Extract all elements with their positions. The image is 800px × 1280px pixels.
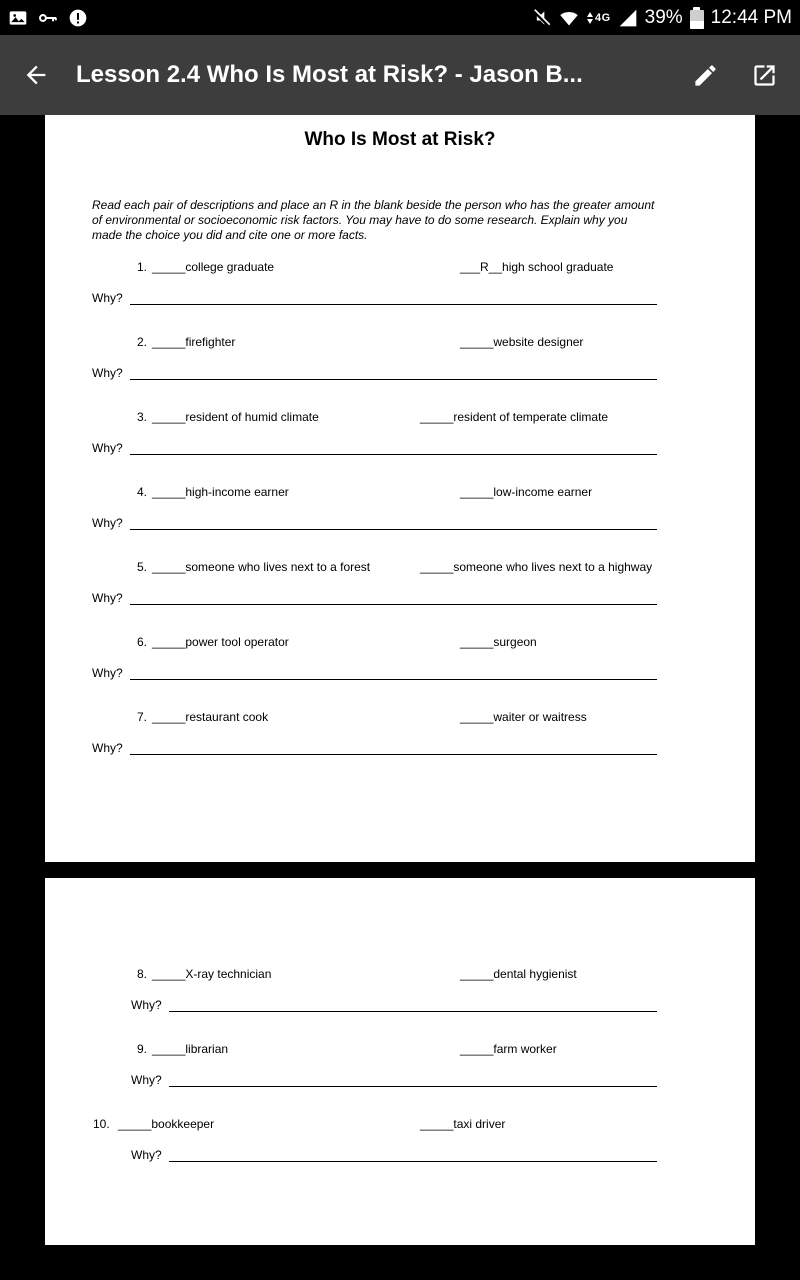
answer-line bbox=[130, 529, 657, 530]
why-label: Why? bbox=[92, 441, 123, 455]
edit-pencil-icon bbox=[692, 62, 719, 89]
question-list-page-2 bbox=[45, 967, 755, 1163]
worksheet-instructions: Read each pair of descriptions and place an R in the blank beside the person who has the greater amount of environmental or socioeconomic risk factors. You may have to do some research. Explain why you made the choice you did and cite one or more facts. bbox=[92, 198, 655, 242]
edit-button[interactable] bbox=[692, 62, 719, 89]
why-row bbox=[45, 998, 755, 1013]
option-right: ___R__high school graduate bbox=[460, 260, 614, 274]
why-label: Why? bbox=[92, 666, 123, 680]
question-block bbox=[45, 335, 755, 381]
why-row bbox=[45, 1148, 755, 1163]
why-label: Why? bbox=[131, 1148, 162, 1162]
back-arrow-icon bbox=[22, 61, 50, 89]
question-row bbox=[45, 560, 755, 575]
question-block bbox=[45, 485, 755, 531]
why-row bbox=[45, 741, 755, 756]
question-number: 9. bbox=[137, 1042, 148, 1056]
why-row bbox=[45, 366, 755, 381]
answer-line bbox=[130, 604, 657, 605]
question-number: 3. bbox=[137, 410, 148, 424]
question-row bbox=[45, 710, 755, 725]
wifi-icon bbox=[558, 8, 580, 28]
why-row bbox=[45, 591, 755, 606]
why-label: Why? bbox=[92, 591, 123, 605]
question-number: 10. bbox=[93, 1117, 110, 1131]
option-right: _____website designer bbox=[460, 335, 584, 349]
page-break bbox=[0, 862, 800, 878]
why-label: Why? bbox=[131, 998, 162, 1012]
document-viewport[interactable] bbox=[0, 115, 800, 1245]
network-type-indicator bbox=[587, 12, 611, 24]
back-button[interactable] bbox=[22, 61, 50, 89]
option-left: _____power tool operator bbox=[152, 635, 289, 649]
question-block bbox=[45, 635, 755, 681]
app-bar-title: Lesson 2.4 Who Is Most at Risk? - Jason B... bbox=[76, 61, 583, 88]
question-number: 2. bbox=[137, 335, 148, 349]
status-bar[interactable] bbox=[0, 0, 800, 35]
question-row bbox=[45, 1042, 755, 1057]
option-left: _____college graduate bbox=[152, 260, 275, 274]
question-row bbox=[45, 485, 755, 500]
question-row bbox=[45, 335, 755, 350]
question-block bbox=[45, 1042, 755, 1088]
battery-icon bbox=[690, 7, 704, 29]
question-number: 7. bbox=[137, 710, 148, 724]
why-label: Why? bbox=[92, 291, 123, 305]
question-block bbox=[45, 1117, 755, 1163]
question-row bbox=[45, 410, 755, 425]
question-block bbox=[45, 967, 755, 1013]
option-right: _____someone who lives next to a highway bbox=[420, 560, 653, 574]
why-label: Why? bbox=[92, 366, 123, 380]
option-right: _____resident of temperate climate bbox=[420, 410, 609, 424]
status-bar-notifications bbox=[8, 7, 88, 29]
option-left: _____high-income earner bbox=[152, 485, 289, 499]
option-left: _____someone who lives next to a forest bbox=[152, 560, 371, 574]
why-row bbox=[45, 441, 755, 456]
clock: 12:44 PM bbox=[710, 6, 792, 28]
option-right: _____low-income earner bbox=[460, 485, 593, 499]
open-in-new-icon bbox=[751, 62, 778, 89]
why-label: Why? bbox=[92, 741, 123, 755]
question-row bbox=[45, 967, 755, 982]
question-number: 8. bbox=[137, 967, 148, 981]
option-left: _____restaurant cook bbox=[152, 710, 269, 724]
option-right: _____farm worker bbox=[460, 1042, 557, 1056]
option-left: _____resident of humid climate bbox=[152, 410, 319, 424]
document-page-2 bbox=[45, 878, 755, 1245]
alert-icon bbox=[68, 8, 88, 28]
question-block bbox=[45, 410, 755, 456]
app-bar bbox=[0, 35, 800, 115]
image-icon bbox=[8, 8, 28, 28]
mute-icon bbox=[531, 8, 551, 28]
option-left: _____bookkeeper bbox=[118, 1117, 215, 1131]
option-right: _____taxi driver bbox=[420, 1117, 506, 1131]
why-row bbox=[45, 666, 755, 681]
answer-line bbox=[169, 1086, 657, 1087]
answer-line bbox=[130, 379, 657, 380]
question-number: 5. bbox=[137, 560, 148, 574]
answer-line bbox=[130, 304, 657, 305]
why-row bbox=[45, 1073, 755, 1088]
answer-line bbox=[130, 754, 657, 755]
option-right: _____waiter or waitress bbox=[460, 710, 587, 724]
question-number: 4. bbox=[137, 485, 148, 499]
answer-line bbox=[169, 1011, 657, 1012]
network-label: 4G bbox=[594, 11, 611, 24]
document-page-1 bbox=[45, 115, 755, 862]
answer-line bbox=[130, 454, 657, 455]
question-number: 6. bbox=[137, 635, 148, 649]
option-left: _____X-ray technician bbox=[152, 967, 272, 981]
why-row bbox=[45, 516, 755, 531]
option-left: _____firefighter bbox=[152, 335, 236, 349]
signal-icon bbox=[618, 8, 638, 28]
worksheet-title: Who Is Most at Risk? bbox=[304, 129, 496, 150]
answer-line bbox=[169, 1161, 657, 1162]
option-left: _____librarian bbox=[152, 1042, 229, 1056]
option-right: _____surgeon bbox=[460, 635, 537, 649]
option-right: _____dental hygienist bbox=[460, 967, 577, 981]
question-block bbox=[45, 260, 755, 306]
question-block bbox=[45, 560, 755, 606]
question-block bbox=[45, 710, 755, 756]
question-row bbox=[45, 1117, 755, 1132]
battery-percent: 39% bbox=[644, 6, 683, 28]
status-bar-indicators bbox=[531, 7, 792, 29]
data-arrows-icon bbox=[587, 12, 593, 24]
key-icon bbox=[37, 7, 59, 29]
question-number: 1. bbox=[137, 260, 148, 274]
question-row bbox=[45, 260, 755, 275]
question-list-page-1 bbox=[45, 260, 755, 756]
why-label: Why? bbox=[92, 516, 123, 530]
open-in-new-button[interactable] bbox=[751, 62, 778, 89]
question-row bbox=[45, 635, 755, 650]
why-row bbox=[45, 291, 755, 306]
why-label: Why? bbox=[131, 1073, 162, 1087]
answer-line bbox=[130, 679, 657, 680]
